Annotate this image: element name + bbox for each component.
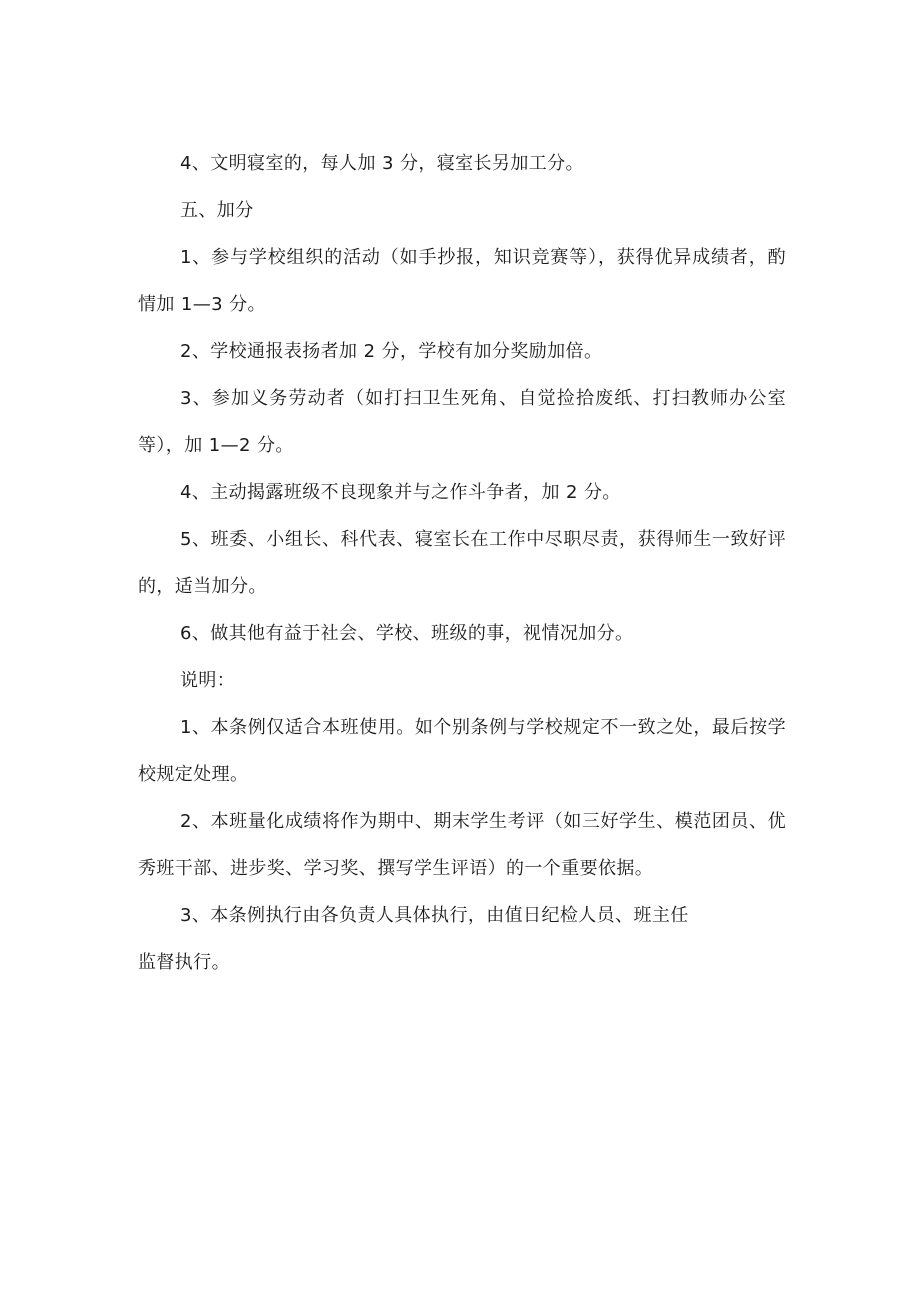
section-heading-notes: 说明：: [180, 670, 236, 691]
paragraph-bonus-4: 4、主动揭露班级不良现象并与之作斗争者，加 2 分。: [180, 482, 621, 503]
paragraph-note-3-continued: 监督执行。: [138, 952, 230, 973]
section-heading-bonus: 五、加分: [180, 200, 254, 221]
paragraph-dorm-bonus: 4、文明寝室的，每人加 3 分，寝室长另加工分。: [180, 153, 584, 174]
paragraph-bonus-6: 6、做其他有益于社会、学校、班级的事，视情况加分。: [180, 623, 634, 644]
paragraph-note-3: 3、本条例执行由各负责人具体执行，由值日纪检人员、班主任: [180, 905, 689, 926]
paragraph-bonus-1: 1、参与学校组织的活动（如手抄报，知识竞赛等），获得优异成绩者，酌情加 1—3 分。: [138, 247, 786, 315]
paragraph-bonus-2: 2、学校通报表扬者加 2 分，学校有加分奖励加倍。: [180, 341, 603, 362]
paragraph-bonus-5: 5、班委、小组长、科代表、寝室长在工作中尽职尽责，获得师生一致好评的，适当加分。: [138, 529, 786, 597]
document-body: [138, 140, 786, 986]
paragraph-note-2: 2、本班量化成绩将作为期中、期末学生考评（如三好学生、模范团员、优秀班干部、进步奖、学习奖、撰写学生评语）的一个重要依据。: [138, 811, 786, 879]
paragraph-bonus-3: 3、参加义务劳动者（如打扫卫生死角、自觉捡拾废纸、打扫教师办公室等），加 1—2 分。: [138, 388, 786, 456]
paragraph-note-1: 1、本条例仅适合本班使用。如个别条例与学校规定不一致之处，最后按学校规定处理。: [138, 717, 786, 785]
